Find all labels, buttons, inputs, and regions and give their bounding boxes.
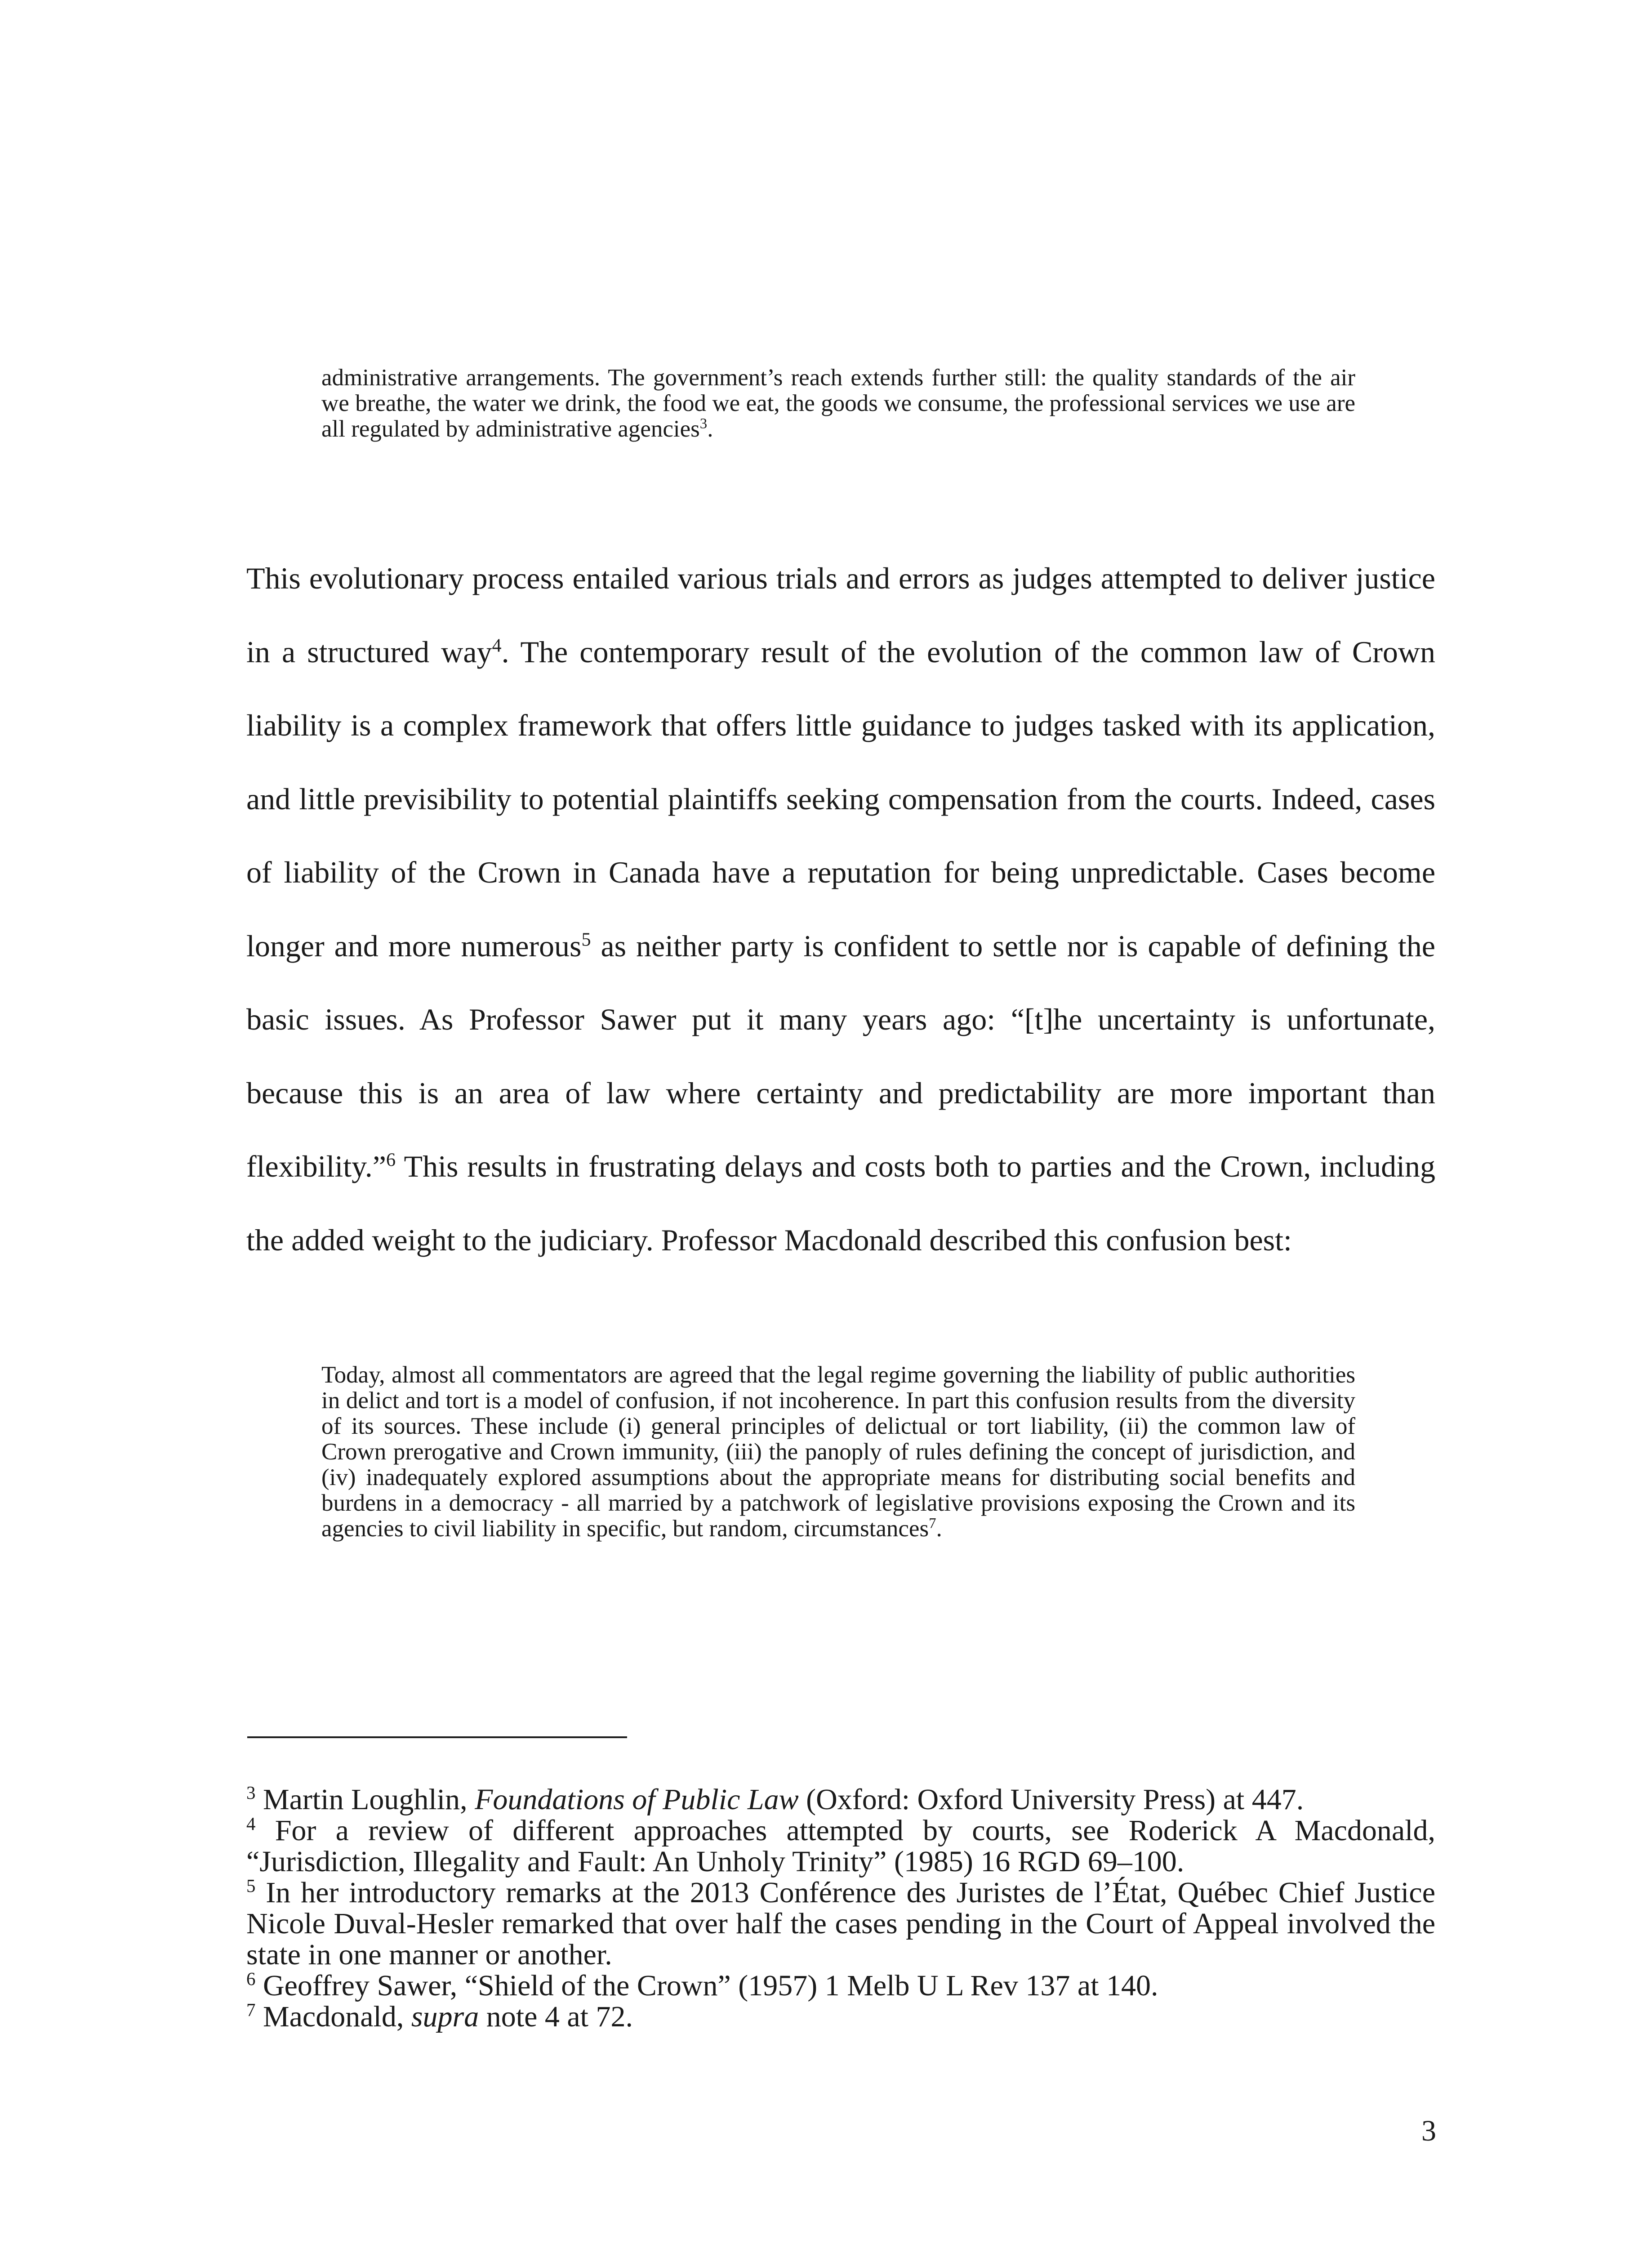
footnote-number: 4 [246,1814,256,1834]
block-quote-macdonald-text: Today, almost all commentators are agreed that the legal regime governing the liability of public authorities in delict and tort is a model of confusion, if not incoherence. In part this confusion results from the diversity of its sources. These include (i) general principles of delictual or tort liability, (ii) the common law of Crown prerogative and Crown immunity, (iii) the panoply of rules defining the concept of jurisdiction, and (iv) inadequately explored assumptions about the appropriate means for distributing social benefits and burdens in a democracy - all married by a patchwork of legislative provisions exposing the Crown and its agencies to civil liability in specific, but random, circumstances [321,1362,1355,1542]
main-paragraph-part-4: This results in frustrating delays and costs both to parties and the Crown, including the added weight to the judiciary. Professor Macdonald described this confusion best: [246,1149,1435,1257]
block-quote-top-text: administrative arrangements. The government’s reach extends further still: the quality standards of the air we breathe, the water we drink, the food we eat, the goods we consume, the professional services we use are all regulated by administrative agencies [321,365,1355,442]
footnote-italic-title: Foundations of Public Law [475,1783,799,1816]
footnote-number: 3 [246,1783,256,1803]
footnote-number: 5 [246,1876,256,1896]
footnote-5 [246,1877,1435,1970]
footnote-number: 6 [246,1969,256,1989]
footnote-text-end: note 4 at 72. [479,2000,633,2033]
block-quote-macdonald [321,1362,1355,1542]
footnote-italic-supra: supra [411,2000,479,2033]
footnote-text: In her introductory remarks at the 2013 Conférence des Juristes de l’État, Québec Chief Justice Nicole Duval-Hesler remarked that over half the cases pending in the Court of Appeal involved the state in one manner or another. [246,1876,1435,1971]
block-quote-top-end: . [707,416,713,442]
footnote-text: Martin Loughlin, [255,1783,475,1816]
footnote-reference-7[interactable]: 7 [929,1515,936,1532]
footnote-reference-4[interactable]: 4 [492,634,502,656]
footnote-reference-3[interactable]: 3 [699,415,708,432]
footnote-4 [246,1815,1435,1877]
footnote-text-end: (Oxford: Oxford University Press) at 447. [798,1783,1304,1816]
footnotes [246,1784,1435,2032]
footnote-7 [246,2001,1435,2032]
footnote-separator [247,1736,627,1738]
footnote-3 [246,1784,1435,1815]
footnote-text: Macdonald, [255,2000,411,2033]
page-number: 3 [1421,2114,1436,2147]
main-paragraph [246,542,1435,1277]
main-paragraph-part-1: This evolutionary process entailed various trials and errors as judges attempted to deliver justice in a structured way [246,561,1435,669]
footnote-reference-5[interactable]: 5 [581,928,591,950]
footnote-text: For a review of different approaches attempted by courts, see Roderick A Macdonald, “Jurisdiction, Illegality and Fault: An Unholy Trinity” (1985) 16 RGD 69–100. [246,1814,1435,1878]
footnote-6 [246,1970,1435,2001]
footnote-number: 7 [246,2000,256,2020]
block-quote-top [321,365,1355,442]
main-paragraph-part-3: as neither party is confident to settle nor is capable of defining the basic issues. As Professor Sawer put it many years ago: “[t]he uncertainty is unfortunate, because this is an area of law where certainty and predictability are more important than flexibility.” [246,928,1435,1183]
block-quote-macdonald-end: . [936,1516,942,1542]
footnote-text: Geoffrey Sawer, “Shield of the Crown” (1957) 1 Melb U L Rev 137 at 140. [255,1969,1158,2002]
main-paragraph-part-2: . The contemporary result of the evolution of the common law of Crown liability is a complex framework that offers little guidance to judges tasked with its application, and little previsibility to potential plaintiffs seeking compensation from the courts. Indeed, cases of liability of the Crown in Canada have a reputation for being unpredictable. Cases become longer and more numerous [246,634,1436,963]
footnote-reference-6[interactable]: 6 [386,1149,396,1171]
